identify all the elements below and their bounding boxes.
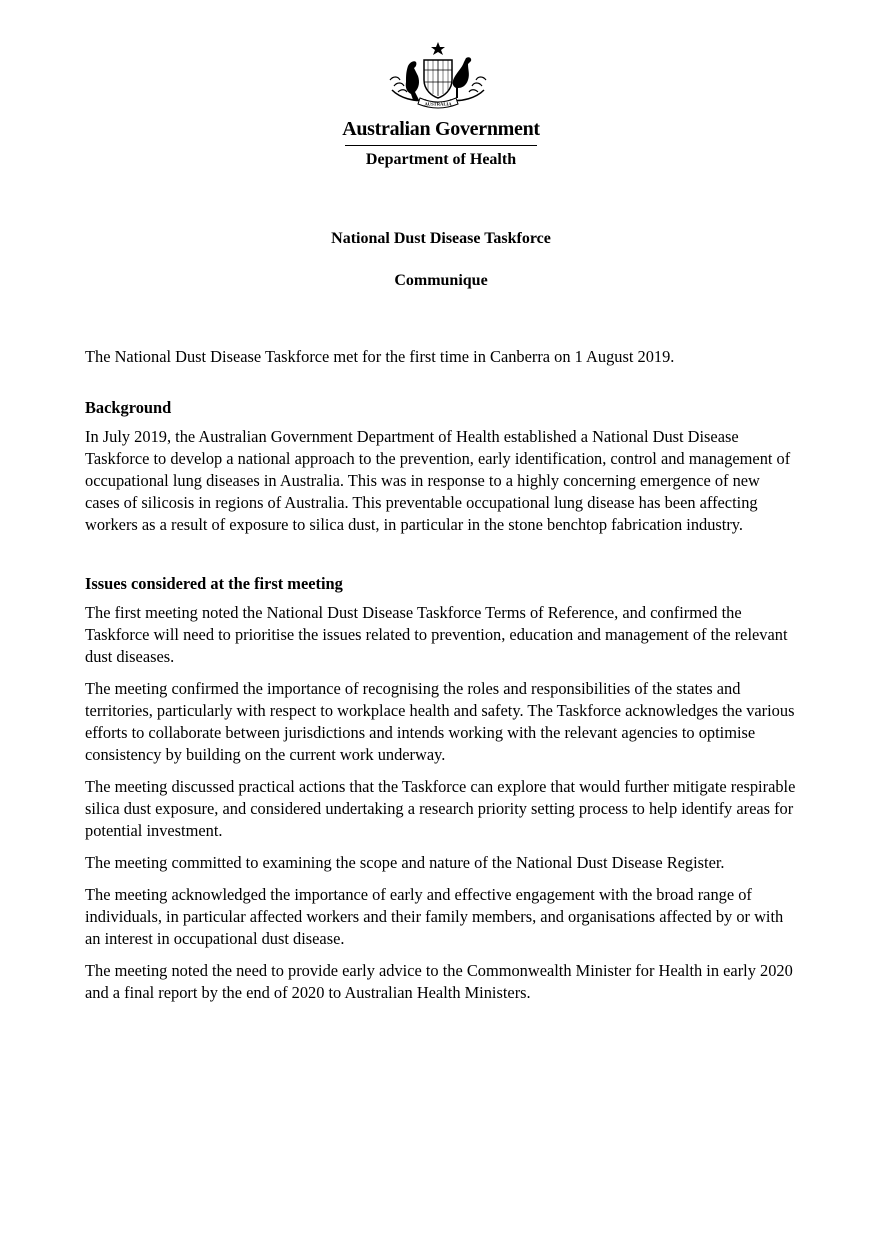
document-title: National Dust Disease Taskforce [331, 230, 551, 247]
issues-paragraph: The meeting acknowledged the importance of early and effective engagement with the broad range of individuals, in particular affected workers and their family members, and organisations affected by or with an interest in occupational dust disease. [85, 885, 784, 948]
issues-paragraph: The meeting discussed practical actions that the Taskforce can explore that would further mitigate respirable silica dust exposure, and considered undertaking a research priority setting process to help identify areas for potential investment. [85, 777, 796, 840]
issues-paragraph: The meeting noted the need to provide early advice to the Commonwealth Minister for Health in early 2020 and a final report by the end of 2020 to Australian Health Ministers. [85, 961, 793, 1002]
issues-paragraph: The meeting confirmed the importance of recognising the roles and responsibilities of the states and territories, particularly with respect to workplace health and safety. The Taskforce acknowledges the various efforts to collaborate between jurisdictions and intends working with the relevant agencies to optimise consistency by building on the current work underway. [85, 679, 795, 764]
background-heading: Background [85, 398, 172, 417]
department-name: Department of Health [365, 151, 517, 168]
document-body [85, 346, 797, 1014]
coat-of-arms-logo [386, 40, 490, 112]
background-paragraph: In July 2019, the Australian Government Department of Health established a National Dust Disease Taskforce to develop a national approach to the prevention, early identification, control and management of occupational lung diseases in Australia. This was in response to a highly concerning emergence of new cases of silicosis in regions of Australia. This preventable occupational lung disease has been affecting workers as a result of exposure to silica dust, in particular in the stone benchtop fabrication industry. [85, 427, 791, 534]
issues-heading: Issues considered at the first meeting [85, 574, 343, 593]
issues-paragraph: The meeting committed to examining the scope and nature of the National Dust Disease Register. [85, 853, 725, 872]
intro-paragraph: The National Dust Disease Taskforce met for the first time in Canberra on 1 August 2019. [85, 347, 675, 366]
svg-text:AUSTRALIA: AUSTRALIA [424, 101, 452, 107]
document-subtitle: Communique [394, 272, 488, 289]
government-name: Australian Government [342, 118, 540, 140]
header-divider [345, 145, 537, 146]
issues-paragraph: The first meeting noted the National Dust Disease Taskforce Terms of Reference, and confirmed the Taskforce will need to prioritise the issues related to prevention, education and management of the relevant dust diseases. [85, 603, 788, 666]
